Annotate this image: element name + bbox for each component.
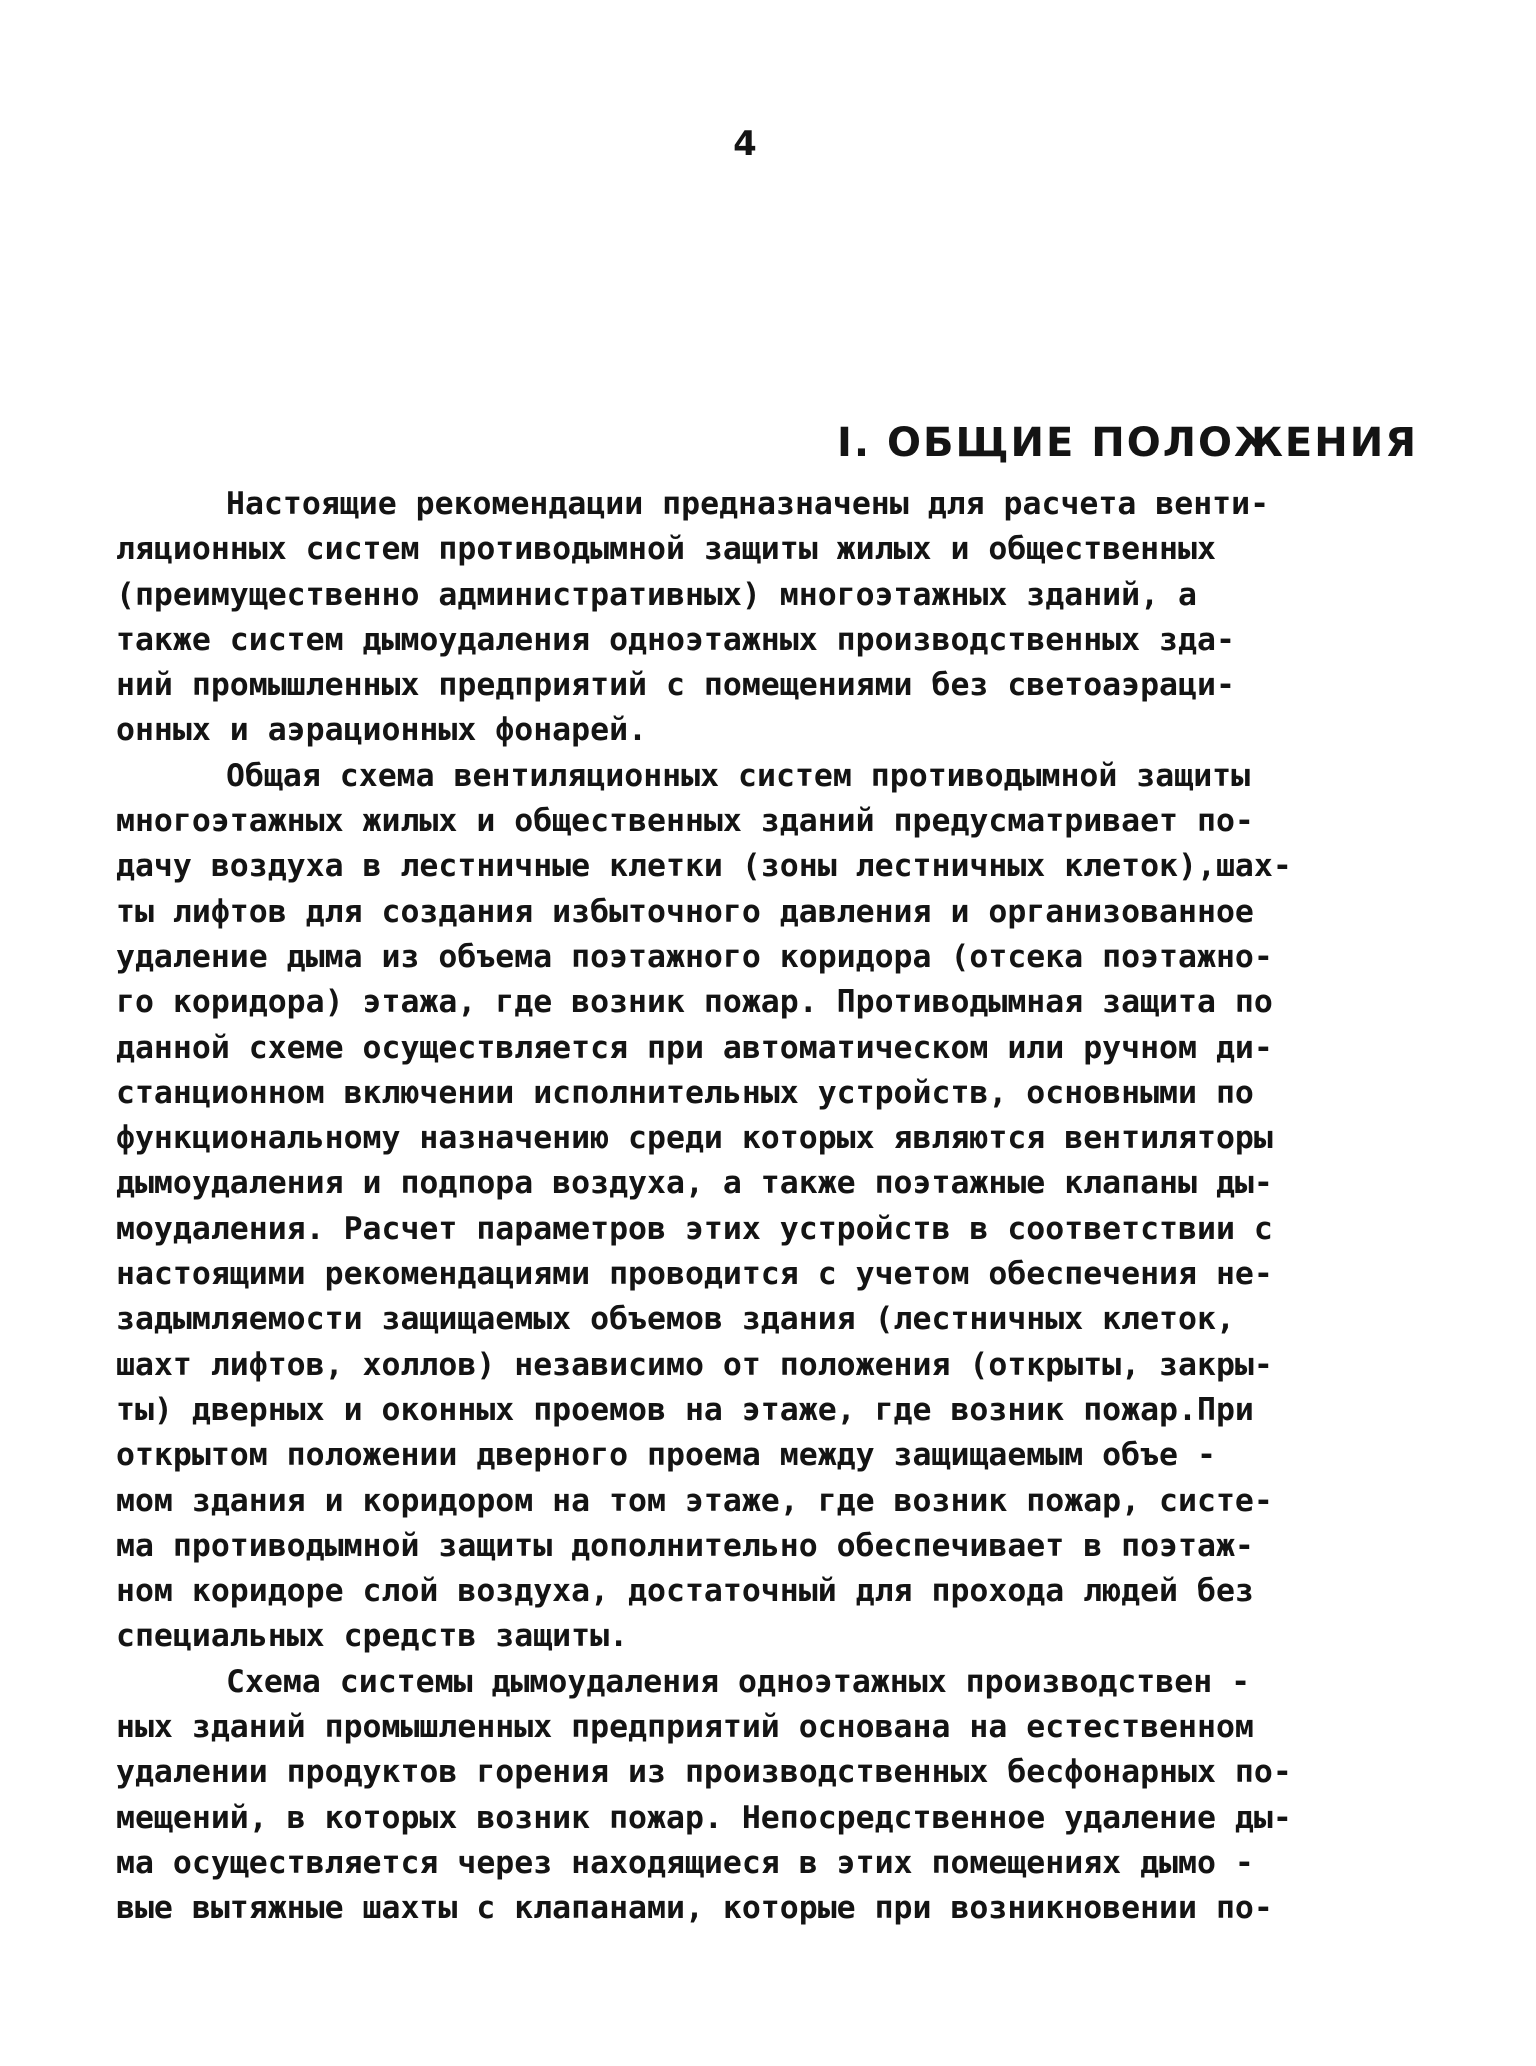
body-text bbox=[116, 482, 1438, 1932]
paragraph bbox=[116, 482, 1438, 754]
text-line: ний промышленных предприятий с помещениями без светоаэраци- bbox=[116, 667, 1235, 704]
text-line: функциональному назначению среди которых являются вентиляторы bbox=[116, 1120, 1273, 1157]
text-line: мом здания и коридором на том этаже, где возник пожар, систе- bbox=[116, 1482, 1273, 1519]
text-line: мещений, в которых возник пожар. Непосредственное удаление ды- bbox=[116, 1799, 1292, 1836]
text-line: (преимущественно административных) многоэтажных зданий, а bbox=[116, 576, 1197, 613]
text-line: вые вытяжные шахты с клапанами, которые при возникновении по- bbox=[116, 1890, 1273, 1927]
text-line: ляционных систем противодымной защиты жилых и общественных bbox=[116, 531, 1216, 568]
text-line: настоящими рекомендациями проводится с учетом обеспечения не- bbox=[116, 1256, 1273, 1293]
text-line: ма осуществляется через находящиеся в этих помещениях дымо - bbox=[116, 1844, 1254, 1881]
text-line: задымляемости защищаемых объемов здания (лестничных клеток, bbox=[116, 1301, 1235, 1338]
paragraph bbox=[116, 1660, 1438, 1932]
page-number: 4 bbox=[733, 124, 757, 164]
text-line: удаление дыма из объема поэтажного коридора (отсека поэтажно- bbox=[116, 938, 1273, 975]
text-line: Общая схема вентиляционных систем противодымной защиты bbox=[226, 757, 1251, 794]
text-line: данной схеме осуществляется при автоматическом или ручном ди- bbox=[116, 1029, 1273, 1066]
text-line: ма противодымной защиты дополнительно обеспечивает в поэтаж- bbox=[116, 1527, 1254, 1564]
text-line: Настоящие рекомендации предназначены для расчета венти- bbox=[226, 486, 1270, 522]
text-line: также систем дымоудаления одноэтажных производственных зда- bbox=[116, 621, 1235, 658]
text-line: ном коридоре слой воздуха, достаточный для прохода людей без bbox=[116, 1573, 1254, 1610]
text-line: онных и аэрационных фонарей. bbox=[116, 712, 648, 749]
text-line: открытом положении дверного проема между защищаемым объе - bbox=[116, 1437, 1216, 1474]
text-line: дымоудаления и подпора воздуха, а также поэтажные клапаны ды- bbox=[116, 1165, 1273, 1202]
text-line: Схема системы дымоудаления одноэтажных производствен - bbox=[226, 1663, 1251, 1700]
section-title: I. ОБЩИЕ ПОЛОЖЕНИЯ bbox=[837, 420, 1418, 466]
text-line: удалении продуктов горения из производственных бесфонарных по- bbox=[116, 1754, 1292, 1791]
text-line: моудаления. Расчет параметров этих устройств в соответствии с bbox=[116, 1210, 1273, 1247]
text-line: специальных средств защиты. bbox=[116, 1618, 629, 1655]
text-line: ных зданий промышленных предприятий основана на естественном bbox=[116, 1709, 1254, 1746]
text-line: ты лифтов для создания избыточного давления и организованное bbox=[116, 893, 1254, 930]
text-line: многоэтажных жилых и общественных зданий предусматривает по- bbox=[116, 803, 1254, 840]
text-line: шахт лифтов, холлов) независимо от положения (открыты, закры- bbox=[116, 1346, 1273, 1383]
text-line: го коридора) этажа, где возник пожар. Противодымная защита по bbox=[116, 984, 1273, 1021]
text-line: ты) дверных и оконных проемов на этаже, где возник пожар.При bbox=[116, 1391, 1254, 1428]
paragraph bbox=[116, 754, 1438, 1660]
text-line: станционном включении исполнительных устройств, основными по bbox=[116, 1074, 1254, 1111]
text-line: дачу воздуха в лестничные клетки (зоны лестничных клеток),шах- bbox=[116, 848, 1292, 885]
